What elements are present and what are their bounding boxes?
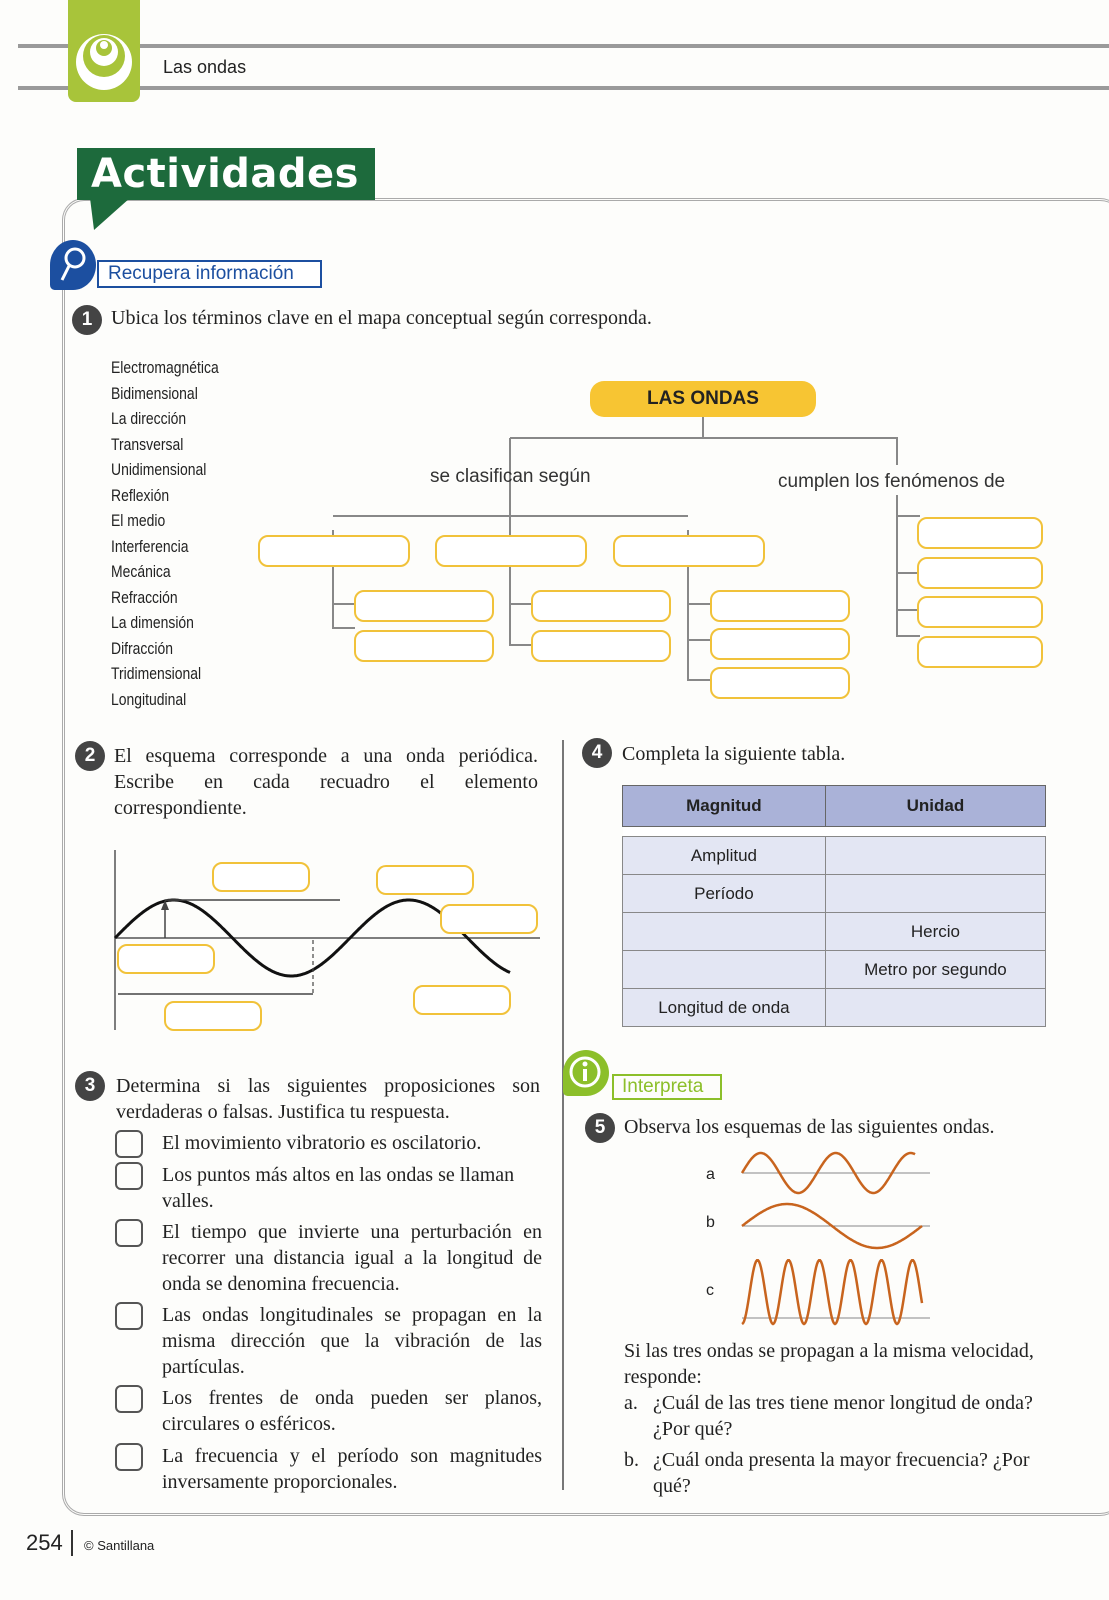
column-header: Magnitud bbox=[623, 786, 826, 827]
statement: Las ondas longitudinales se propagan en la misma dirección que la vibración de las partículas. bbox=[162, 1304, 542, 1378]
term: Electromagnética bbox=[111, 358, 219, 377]
question-number: 3 bbox=[75, 1071, 105, 1101]
branch-label-classify: se clasifican según bbox=[430, 466, 591, 487]
term: La dirección bbox=[111, 409, 187, 428]
q4-text: Completa la siguiente tabla. bbox=[622, 743, 846, 765]
table-cell: Amplitud bbox=[623, 837, 826, 875]
question-number: 1 bbox=[72, 305, 102, 335]
wave-label: c bbox=[706, 1282, 714, 1299]
term: Transversal bbox=[111, 435, 184, 454]
wave-label: b bbox=[706, 1214, 715, 1231]
term: Longitudinal bbox=[111, 690, 187, 709]
statement: La frecuencia y el período son magnitudes inversamente proporcionales. bbox=[162, 1445, 542, 1493]
true-false-checkbox[interactable] bbox=[115, 1443, 143, 1471]
question-number: 5 bbox=[585, 1113, 615, 1143]
q5-letter: a. bbox=[624, 1392, 638, 1414]
table-cell: Metro por segundo bbox=[825, 951, 1045, 989]
statement: El tiempo que invierte una perturbación en recorrer una distancia igual a la longitud de onda se denomina frecuencia. bbox=[162, 1221, 542, 1295]
question-number: 4 bbox=[582, 738, 612, 768]
q5-text: Observa los esquemas de las siguientes ondas. bbox=[624, 1116, 995, 1138]
wave-c bbox=[742, 1260, 922, 1324]
term: Reflexión bbox=[111, 486, 170, 505]
term: Difracción bbox=[111, 639, 173, 658]
section-recupera: Recupera información bbox=[97, 260, 322, 288]
q5-letter: b. bbox=[624, 1449, 639, 1471]
table-cell: Período bbox=[623, 875, 826, 913]
page-number: 254 bbox=[26, 1530, 73, 1556]
publisher: © Santillana bbox=[84, 1538, 155, 1553]
wave-label: a bbox=[706, 1166, 715, 1183]
column-header: Unidad bbox=[825, 786, 1045, 827]
statement: Los frentes de onda pueden ser planos, circulares o esféricos. bbox=[162, 1387, 542, 1435]
section-title: Las ondas bbox=[163, 57, 247, 77]
term: Bidimensional bbox=[111, 384, 198, 403]
statement: Los puntos más altos en las ondas se llaman valles. bbox=[162, 1164, 515, 1212]
q5-question: ¿Cuál de las tres tiene menor longitud de onda? ¿Por qué? bbox=[653, 1392, 1033, 1440]
term: Refracción bbox=[111, 588, 178, 607]
statement: El movimiento vibratorio es oscilatorio. bbox=[162, 1132, 482, 1154]
term: Unidimensional bbox=[111, 460, 207, 479]
term: Tridimensional bbox=[111, 664, 202, 683]
true-false-checkbox[interactable] bbox=[115, 1385, 143, 1413]
q3-text: Determina si las siguientes proposiciones son verdaderas o falsas. Justifica tu respuesta. bbox=[116, 1075, 540, 1123]
q5-prompt: Si las tres ondas se propagan a la misma velocidad, responde: bbox=[624, 1340, 1034, 1388]
q5-question: ¿Cuál onda presenta la mayor frecuencia? ¿Por qué? bbox=[653, 1449, 1030, 1497]
term: Mecánica bbox=[111, 562, 171, 581]
section-interpreta: Interpreta bbox=[612, 1074, 722, 1100]
term: Interferencia bbox=[111, 537, 189, 556]
question-number: 2 bbox=[75, 741, 105, 771]
table-cell: Hercio bbox=[825, 913, 1045, 951]
q1-text: Ubica los términos clave en el mapa conceptual según corresponda. bbox=[111, 307, 652, 329]
concept-root: LAS ONDAS bbox=[590, 381, 816, 417]
term: La dimensión bbox=[111, 613, 194, 632]
q2-text: El esquema corresponde a una onda periódica. Escribe en cada recuadro el elemento correspondiente. bbox=[114, 745, 538, 819]
term: El medio bbox=[111, 511, 166, 530]
page-title: Actividades bbox=[77, 148, 375, 200]
table-cell: Longitud de onda bbox=[623, 989, 826, 1027]
branch-label-phenomena: cumplen los fenómenos de bbox=[778, 471, 1006, 492]
